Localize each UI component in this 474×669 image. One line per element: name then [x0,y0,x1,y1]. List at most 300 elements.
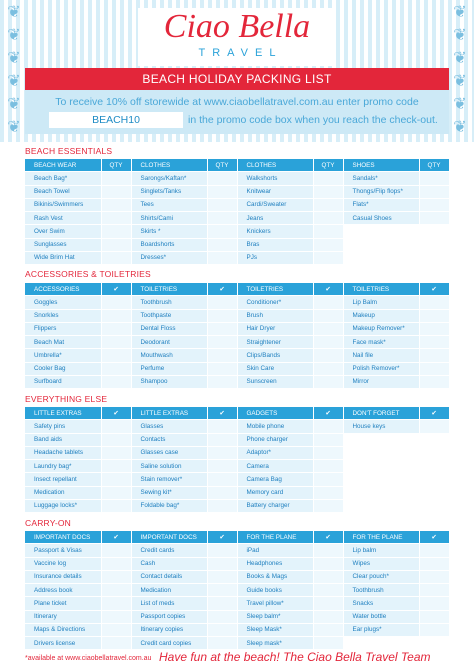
qty-checkbox-cell[interactable] [419,362,449,375]
list-item: Wide Brim Hat [25,251,101,264]
qty-checkbox-cell[interactable] [419,557,449,570]
qty-checkbox-cell[interactable] [313,557,343,570]
qty-checkbox-cell[interactable] [313,610,343,623]
list-item: Plane ticket [25,597,101,610]
qty-checkbox-cell[interactable] [207,499,237,512]
section-title-carry-on: CARRY-ON [25,518,72,528]
qty-checkbox-cell[interactable] [207,198,237,211]
list-item: Wipes [343,557,419,570]
table-row [25,296,449,309]
qty-checkbox-cell[interactable] [313,446,343,459]
qty-checkbox-cell[interactable] [101,238,131,251]
promo-text-line1: To receive 10% off storewide at www.ciaobellatravel.com.au enter promo code [55,96,419,108]
qty-checkbox-cell[interactable] [419,172,449,185]
list-item: Mouthwash [131,349,207,362]
table-row [25,322,449,335]
column-header: TOILETRIES [131,283,207,296]
qty-checkbox-cell[interactable] [101,584,131,597]
list-item: Glasses [131,420,207,433]
qty-checkbox-cell[interactable] [419,198,449,211]
table-row [25,544,449,557]
qty-checkbox-cell[interactable] [101,570,131,583]
logo-main-text: Ciao Bella [163,8,311,45]
qty-checkbox-cell[interactable] [313,570,343,583]
list-item: List of meds [131,597,207,610]
qty-checkbox-cell[interactable] [419,420,449,433]
table-row [25,486,449,499]
qty-checkbox-cell[interactable] [101,375,131,388]
list-item: Insurance details [25,570,101,583]
list-item: Clear pouch* [343,570,419,583]
qty-checkbox-cell[interactable] [313,238,343,251]
table-row [25,584,449,597]
list-item: Credit card copies [131,637,207,650]
qty-checkbox-cell[interactable] [101,597,131,610]
qty-checkbox-cell[interactable] [419,544,449,557]
list-item: Bikinis/Swimmers [25,198,101,211]
qty-checkbox-cell[interactable] [419,584,449,597]
list-item: Address book [25,584,101,597]
list-item: Toothbrush [131,296,207,309]
list-item: Luggage locks* [25,499,101,512]
table-header-row [25,531,449,544]
empty-cell [419,473,449,486]
qty-checkbox-cell[interactable] [101,433,131,446]
qty-header: ✔ [313,531,343,544]
qty-checkbox-cell[interactable] [207,420,237,433]
qty-checkbox-cell[interactable] [207,212,237,225]
column-header: BEACH WEAR [25,159,101,172]
list-item: Sandals* [343,172,419,185]
qty-checkbox-cell[interactable] [101,499,131,512]
qty-checkbox-cell[interactable] [313,362,343,375]
list-item: Dental Floss [131,322,207,335]
list-item: Insect repellant [25,473,101,486]
column-header: ACCESSORIES [25,283,101,296]
table-row [25,420,449,433]
right-ornament-icon: ❦ ❦ ❦ ❦ ❦ ❦ [453,2,467,136]
qty-header: ✔ [101,407,131,420]
qty-checkbox-cell[interactable] [207,296,237,309]
brand-logo [138,8,336,66]
table-row [25,637,449,650]
qty-checkbox-cell[interactable] [207,570,237,583]
list-item: Over Swim [25,225,101,238]
list-item: Cash [131,557,207,570]
list-item: Headphones [237,557,313,570]
qty-checkbox-cell[interactable] [101,349,131,362]
qty-checkbox-cell[interactable] [313,349,343,362]
qty-checkbox-cell[interactable] [207,251,237,264]
list-item: Water bottle [343,610,419,623]
list-item: Safety pins [25,420,101,433]
list-item: Cooler Bag [25,362,101,375]
list-item: Snorkles [25,309,101,322]
qty-checkbox-cell[interactable] [313,322,343,335]
qty-header: QTY [207,159,237,172]
list-item: Drivers license [25,637,101,650]
qty-checkbox-cell[interactable] [313,637,343,650]
qty-checkbox-cell[interactable] [313,251,343,264]
qty-checkbox-cell[interactable] [101,446,131,459]
list-item: Goggles [25,296,101,309]
qty-header: ✔ [101,531,131,544]
qty-checkbox-cell[interactable] [313,375,343,388]
qty-checkbox-cell[interactable] [101,473,131,486]
list-item: Shampoo [131,375,207,388]
qty-checkbox-cell[interactable] [419,185,449,198]
carry-on-table [25,531,450,650]
qty-checkbox-cell[interactable] [313,433,343,446]
list-item: Straightener [237,336,313,349]
list-item: Snacks [343,597,419,610]
qty-checkbox-cell[interactable] [419,570,449,583]
list-item: Shirts/Cami [131,212,207,225]
list-item: Skin Care [237,362,313,375]
empty-cell [419,637,449,650]
empty-cell [343,433,419,446]
table-header-row [25,283,449,296]
qty-checkbox-cell[interactable] [207,623,237,636]
list-item: Passport copies [131,610,207,623]
qty-checkbox-cell[interactable] [101,212,131,225]
logo-sub-text: TRAVEL [198,47,283,59]
empty-cell [343,486,419,499]
qty-checkbox-cell[interactable] [207,597,237,610]
column-header: LITTLE EXTRAS [131,407,207,420]
list-item: House keys [343,420,419,433]
qty-checkbox-cell[interactable] [313,460,343,473]
qty-checkbox-cell[interactable] [419,309,449,322]
qty-checkbox-cell[interactable] [101,225,131,238]
qty-checkbox-cell[interactable] [419,597,449,610]
empty-cell [343,637,419,650]
list-item: Contacts [131,433,207,446]
list-item: Tees [131,198,207,211]
list-item: Singlets/Tanks [131,185,207,198]
list-item: Medication [131,584,207,597]
table-row [25,557,449,570]
qty-checkbox-cell[interactable] [207,238,237,251]
qty-header: ✔ [313,283,343,296]
qty-checkbox-cell[interactable] [313,212,343,225]
list-item: Headache tablets [25,446,101,459]
column-header: TOILETRIES [343,283,419,296]
empty-cell [343,251,419,264]
qty-checkbox-cell[interactable] [313,623,343,636]
empty-cell [343,446,419,459]
list-item: Passport & Visas [25,544,101,557]
beach-essentials-table [25,159,450,265]
qty-checkbox-cell[interactable] [101,309,131,322]
qty-checkbox-cell[interactable] [313,336,343,349]
qty-header: ✔ [419,283,449,296]
empty-cell [419,499,449,512]
empty-cell [343,238,419,251]
qty-checkbox-cell[interactable] [207,322,237,335]
list-item: Phone charger [237,433,313,446]
list-item: Hair Dryer [237,322,313,335]
qty-checkbox-cell[interactable] [207,584,237,597]
list-item: Lip Balm [343,296,419,309]
list-item: Bras [237,238,313,251]
table-row [25,460,449,473]
qty-header: QTY [101,159,131,172]
qty-checkbox-cell[interactable] [419,322,449,335]
list-item: Beach Bag* [25,172,101,185]
list-item: Cardi/Sweater [237,198,313,211]
list-item: Brush [237,309,313,322]
qty-header: ✔ [419,531,449,544]
qty-checkbox-cell[interactable] [207,336,237,349]
list-item: Toothbrush [343,584,419,597]
qty-checkbox-cell[interactable] [313,544,343,557]
qty-checkbox-cell[interactable] [101,198,131,211]
list-item: Sunscreen [237,375,313,388]
table-row [25,433,449,446]
qty-checkbox-cell[interactable] [101,557,131,570]
qty-checkbox-cell[interactable] [101,637,131,650]
qty-checkbox-cell[interactable] [313,420,343,433]
table-row [25,570,449,583]
qty-checkbox-cell[interactable] [101,185,131,198]
list-item: Memory card [237,486,313,499]
table-row [25,610,449,623]
qty-checkbox-cell[interactable] [101,322,131,335]
qty-checkbox-cell[interactable] [101,623,131,636]
table-row [25,362,449,375]
list-item: Maps & Directions [25,623,101,636]
qty-checkbox-cell[interactable] [207,309,237,322]
promo-code-box[interactable]: BEACH10 [49,112,183,128]
list-item: Foldable bag* [131,499,207,512]
list-item: Boardshorts [131,238,207,251]
qty-checkbox-cell[interactable] [101,251,131,264]
qty-checkbox-cell[interactable] [419,349,449,362]
qty-checkbox-cell[interactable] [101,544,131,557]
table-row [25,336,449,349]
qty-checkbox-cell[interactable] [207,544,237,557]
table-row [25,499,449,512]
section-title-everything-else: EVERYTHING ELSE [25,394,108,404]
qty-header: ✔ [101,283,131,296]
qty-checkbox-cell[interactable] [313,584,343,597]
section-title-beach-essentials: BEACH ESSENTIALS [25,146,113,156]
list-item: Polish Remover* [343,362,419,375]
list-item: Itinerary [25,610,101,623]
list-item: Mobile phone [237,420,313,433]
list-item: Flats* [343,198,419,211]
list-item: Nail file [343,349,419,362]
list-item: Clips/Bands [237,349,313,362]
list-item: Medication [25,486,101,499]
qty-checkbox-cell[interactable] [207,433,237,446]
list-item: Sarongs/Kaftan* [131,172,207,185]
qty-checkbox-cell[interactable] [207,375,237,388]
promo-text-line2: in the promo code box when you reach the check-out. [188,114,438,126]
list-item: Dresses* [131,251,207,264]
qty-checkbox-cell[interactable] [207,185,237,198]
list-item: Credit cards [131,544,207,557]
qty-checkbox-cell[interactable] [313,198,343,211]
list-item: Travel pillow* [237,597,313,610]
list-item: Laundry bag* [25,460,101,473]
list-item: Conditioner* [237,296,313,309]
empty-cell [419,433,449,446]
qty-checkbox-cell[interactable] [313,499,343,512]
empty-cell [343,499,419,512]
table-row [25,349,449,362]
qty-checkbox-cell[interactable] [101,296,131,309]
empty-cell [343,473,419,486]
list-item: Skirts * [131,225,207,238]
table-row [25,185,449,198]
qty-checkbox-cell[interactable] [419,336,449,349]
list-item: Knickers [237,225,313,238]
list-item: Adaptor* [237,446,313,459]
list-item: Vaccine log [25,557,101,570]
list-item: Umbrella* [25,349,101,362]
qty-checkbox-cell[interactable] [419,610,449,623]
column-header: LITTLE EXTRAS [25,407,101,420]
empty-cell [419,251,449,264]
column-header: IMPORTANT DOCS [25,531,101,544]
column-header: TOILETRIES [237,283,313,296]
qty-checkbox-cell[interactable] [101,460,131,473]
qty-checkbox-cell[interactable] [419,623,449,636]
qty-checkbox-cell[interactable] [419,212,449,225]
column-header: FOR THE PLANE [343,531,419,544]
list-item: Thongs/Flip flops* [343,185,419,198]
list-item: Camera Bag [237,473,313,486]
table-row [25,446,449,459]
list-item: Sleep Mask* [237,623,313,636]
table-row [25,212,449,225]
column-header: DON'T FORGET [343,407,419,420]
everything-else-table [25,407,450,513]
list-item: PJs [237,251,313,264]
list-item: Camera [237,460,313,473]
list-item: Contact details [131,570,207,583]
qty-checkbox-cell[interactable] [101,172,131,185]
qty-header: ✔ [313,407,343,420]
list-item: Lip balm [343,544,419,557]
qty-checkbox-cell[interactable] [207,172,237,185]
qty-checkbox-cell[interactable] [313,473,343,486]
column-header: SHOES [343,159,419,172]
qty-checkbox-cell[interactable] [313,172,343,185]
empty-cell [343,225,419,238]
qty-checkbox-cell[interactable] [207,557,237,570]
table-row [25,597,449,610]
column-header: FOR THE PLANE [237,531,313,544]
list-item: Beach Mat [25,336,101,349]
qty-header: QTY [419,159,449,172]
table-row [25,225,449,238]
left-ornament-icon: ❦ ❦ ❦ ❦ ❦ ❦ [7,2,21,136]
table-row [25,623,449,636]
qty-checkbox-cell[interactable] [207,362,237,375]
qty-header: ✔ [419,407,449,420]
list-item: Sleep balm* [237,610,313,623]
column-header: CLOTHES [131,159,207,172]
qty-checkbox-cell[interactable] [313,486,343,499]
list-item: Toothpaste [131,309,207,322]
list-item: Saline solution [131,460,207,473]
column-header: GADGETS [237,407,313,420]
qty-checkbox-cell[interactable] [313,296,343,309]
qty-checkbox-cell[interactable] [313,597,343,610]
qty-header: ✔ [207,283,237,296]
qty-header: ✔ [207,531,237,544]
qty-checkbox-cell[interactable] [101,362,131,375]
qty-checkbox-cell[interactable] [101,336,131,349]
empty-cell [343,460,419,473]
qty-checkbox-cell[interactable] [207,460,237,473]
qty-checkbox-cell[interactable] [419,296,449,309]
qty-checkbox-cell[interactable] [101,486,131,499]
qty-checkbox-cell[interactable] [207,473,237,486]
table-row [25,473,449,486]
list-item: Guide books [237,584,313,597]
qty-checkbox-cell[interactable] [313,185,343,198]
table-row [25,198,449,211]
list-item: Sewing kit* [131,486,207,499]
qty-checkbox-cell[interactable] [313,309,343,322]
list-item: Sunglasses [25,238,101,251]
list-item: iPad [237,544,313,557]
list-item: Makeup [343,309,419,322]
table-row [25,375,449,388]
list-item: Stain remover* [131,473,207,486]
list-item: Books & Mags [237,570,313,583]
list-item: Perfume [131,362,207,375]
qty-checkbox-cell[interactable] [207,637,237,650]
qty-checkbox-cell[interactable] [207,610,237,623]
qty-checkbox-cell[interactable] [101,610,131,623]
footer-signoff: Have fun at the beach! The Ciao Bella Travel Team [159,650,431,664]
qty-checkbox-cell[interactable] [207,349,237,362]
qty-checkbox-cell[interactable] [313,225,343,238]
accessories-toiletries-table [25,283,450,389]
table-row [25,172,449,185]
page-title: BEACH HOLIDAY PACKING LIST [25,68,449,90]
list-item: Surfboard [25,375,101,388]
column-header: IMPORTANT DOCS [131,531,207,544]
list-item: Beach Towel [25,185,101,198]
list-item: Jeans [237,212,313,225]
footer-availability-note: *available at www.ciaobellatravel.com.au [25,655,152,662]
qty-checkbox-cell[interactable] [419,375,449,388]
table-row [25,309,449,322]
list-item: Flippers [25,322,101,335]
table-row [25,238,449,251]
list-item: Band aids [25,433,101,446]
list-item: Mirror [343,375,419,388]
empty-cell [419,446,449,459]
qty-header: QTY [313,159,343,172]
qty-checkbox-cell[interactable] [207,446,237,459]
qty-checkbox-cell[interactable] [101,420,131,433]
list-item: Deodorant [131,336,207,349]
list-item: Glasses case [131,446,207,459]
list-item: Battery charger [237,499,313,512]
qty-checkbox-cell[interactable] [207,486,237,499]
list-item: Makeup Remover* [343,322,419,335]
section-title-accessories-toiletries: ACCESSORIES & TOILETRIES [25,269,151,279]
qty-checkbox-cell[interactable] [207,225,237,238]
empty-cell [419,238,449,251]
